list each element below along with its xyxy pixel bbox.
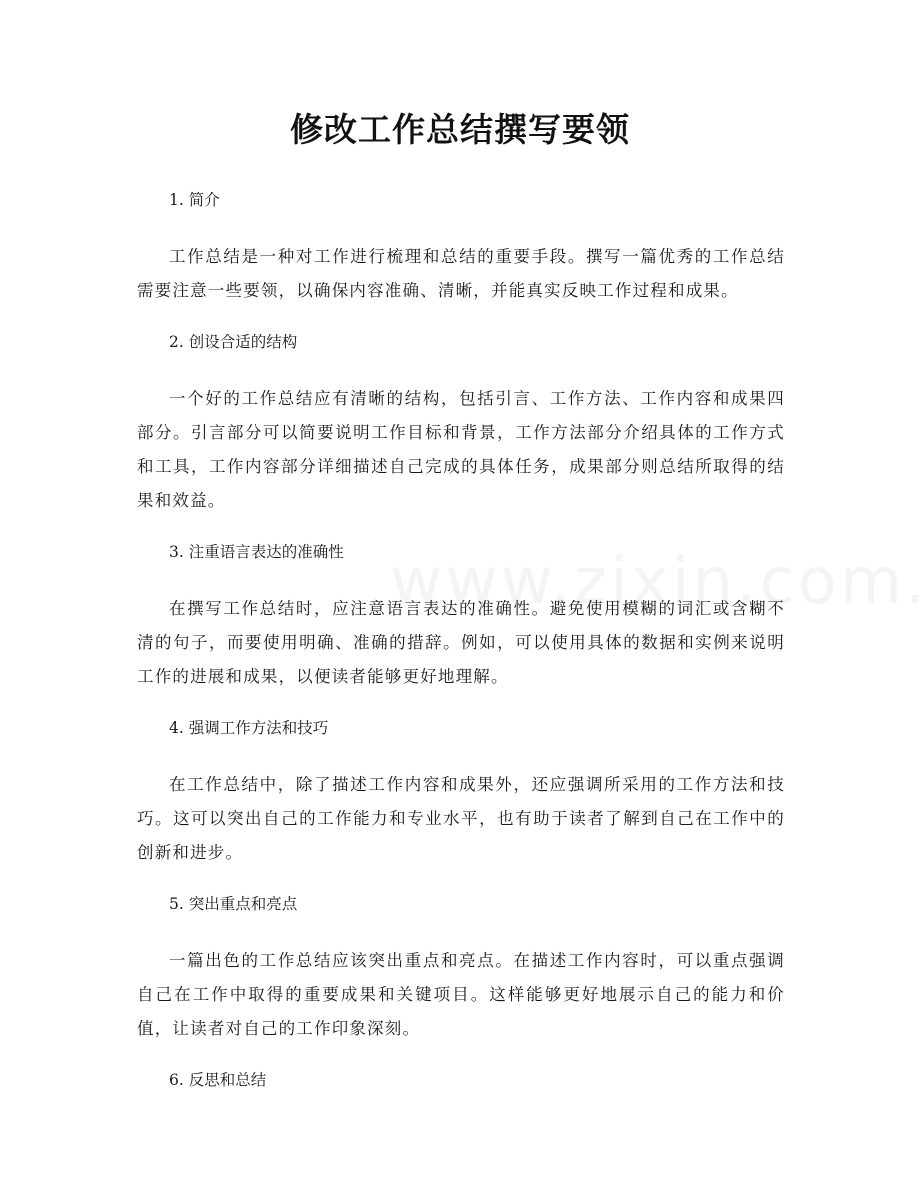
document-title: 修改工作总结撰写要领: [290, 110, 630, 149]
section-intro: [137, 186, 785, 328]
section-heading: 4. 强调工作方法和技巧: [169, 719, 329, 737]
section-paragraph: 一个好的工作总结应有清晰的结构，包括引言、工作方法、工作内容和成果四部分。引言部分可以简要说明工作目标和背景，工作方法部分介绍具体的工作方式和工具，工作内容部分详细描述自己完成的具体任务，成果部分则总结所取得的结果和效益。: [137, 389, 785, 510]
section-reflection: [137, 1066, 785, 1094]
section-paragraph: 在撰写工作总结时，应注意语言表达的准确性。避免使用模糊的词汇或含糊不清的句子，而要使用明确、准确的措辞。例如，可以使用具体的数据和实例来说明工作的进展和成果，以便读者能够更好地理解。: [137, 599, 785, 686]
document-body: [137, 186, 785, 1094]
section-paragraph: 在工作总结中，除了描述工作内容和成果外，还应强调所采用的工作方法和技巧。这可以突出自己的工作能力和专业水平，也有助于读者了解到自己在工作中的创新和进步。: [137, 775, 785, 862]
section-paragraph: 工作总结是一种对工作进行梳理和总结的重要手段。撰写一篇优秀的工作总结需要注意一些要领，以确保内容准确、清晰，并能真实反映工作过程和成果。: [137, 247, 785, 300]
section-methods: [137, 714, 785, 890]
section-language-accuracy: [137, 538, 785, 714]
section-heading: 3. 注重语言表达的准确性: [169, 543, 344, 561]
section-heading: 6. 反思和总结: [169, 1071, 267, 1089]
section-structure: [137, 328, 785, 538]
section-highlights: [137, 890, 785, 1066]
section-heading: 2. 创设合适的结构: [169, 333, 298, 351]
section-paragraph: 一篇出色的工作总结应该突出重点和亮点。在描述工作内容时，可以重点强调自己在工作中取得的重要成果和关键项目。这样能够更好地展示自己的能力和价值，让读者对自己的工作印象深刻。: [137, 951, 785, 1038]
section-heading: 5. 突出重点和亮点: [169, 895, 298, 913]
section-heading: 1. 简介: [169, 191, 220, 209]
